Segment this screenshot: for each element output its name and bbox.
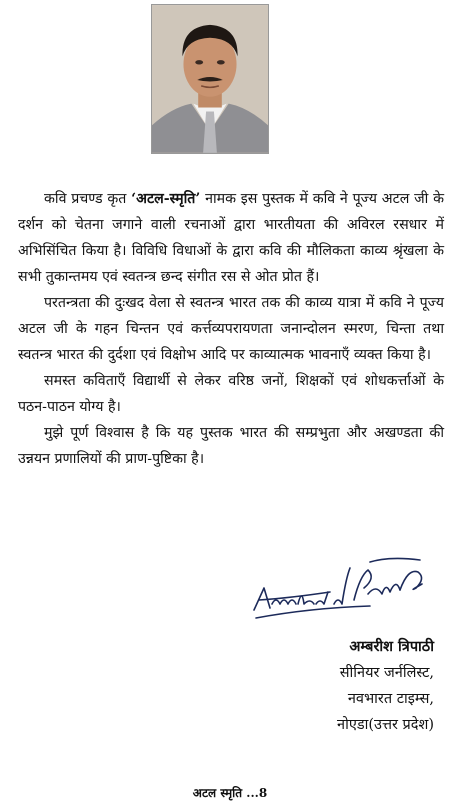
author-photo [151, 4, 269, 154]
author-name: अम्बरीश त्रिपाठी [349, 638, 434, 655]
foreword-text [18, 186, 444, 472]
book-title: ‘अटल-स्मृति’ [131, 191, 201, 207]
author-signature [250, 548, 440, 628]
author-designation: सीनियर जर्नलिस्ट, [339, 665, 434, 681]
author-location: नोएडा(उत्तर प्रदेश) [337, 717, 434, 733]
paragraph-4: मुझे पूर्ण विश्वास है कि यह पुस्तक भारत की सम्प्रभुता और अखण्डता की उन्नयन प्रणालियों की प्राण-पुष्टिका है। [18, 425, 444, 467]
page-footer: अटल स्मृति ...8 [192, 786, 268, 800]
paragraph-3: समस्त कविताएँ विद्यार्थी से लेकर वरिष्ठ जनों, शिक्षकों एवं शोधकर्त्ताओं के पठन-पाठन योग्य है। [18, 373, 444, 415]
paragraph-1: कवि प्रचण्ड कृत ‘अटल-स्मृति’ नामक इस पुस्तक में कवि ने पूज्य अटल जी के दर्शन को चेतना जगाने वाली रचनाओं द्वारा भारतीयता की अविरल रसधार में अभिसिंचित किया है। विविधि विधाओं के द्वारा कवि की मौलिकता काव्य श्रृंखला के सभी तुकान्तमय एवं स्वतन्त्र छन्द संगीत रस से ओत प्रोत हैं। [18, 191, 444, 285]
author-organization: नवभारत टाइम्स, [347, 691, 434, 707]
paragraph-2: परतन्त्रता की दुःखद वेला से स्वतन्त्र भारत तक की काव्य यात्रा में कवि ने पूज्य अटल जी के गहन चिन्तन एवं कर्त्तव्यपरायणता जनान्दोलन स्मरण, चिन्ता तथा स्वतन्त्र भारत की दुर्दशा एवं विक्षोभ आदि पर काव्यात्मक भावनाएँ व्यक्त किया है। [18, 295, 444, 363]
author-block [337, 634, 434, 738]
portrait-image [152, 5, 268, 153]
